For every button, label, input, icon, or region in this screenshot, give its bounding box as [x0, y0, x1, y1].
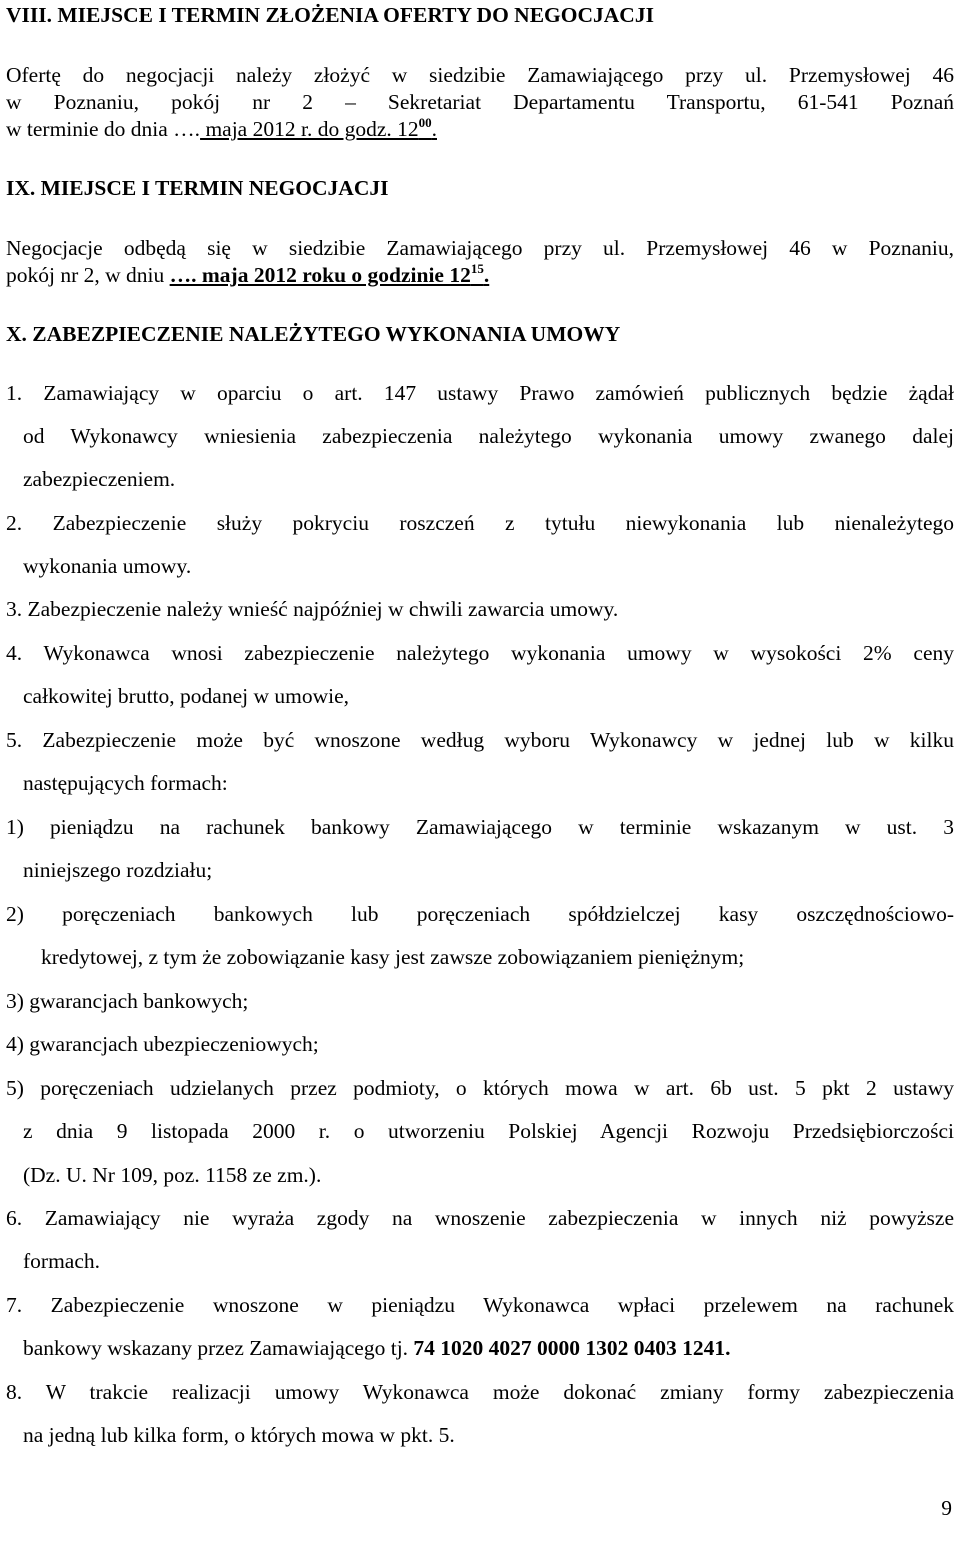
deadline-date: [200, 117, 437, 141]
page-number: 9: [941, 1496, 952, 1520]
form-1-line-1: 1) pieniądzu na rachunek bankowy Zamawiającego w terminie wskazanym w ust. 3: [6, 815, 954, 839]
deadline-period: .: [431, 117, 437, 141]
deadline-minutes: 00: [418, 115, 432, 130]
point-1-line-3: zabezpieczeniem.: [23, 467, 176, 491]
point-7-line-2: [23, 1335, 954, 1361]
point-6-line-2: formach.: [23, 1249, 101, 1273]
section-8-line-2: w Poznaniu, pokój nr 2 – Sekretariat Departamentu Transportu, 61-541 Poznań: [6, 90, 954, 114]
negotiation-period: .: [483, 263, 490, 287]
section-9-line-2: [6, 262, 954, 288]
point-4-line-2: całkowitej brutto, podanej w umowie,: [23, 684, 350, 708]
point-8-line-2: na jedną lub kilka form, o których mowa w pkt. 5.: [23, 1423, 455, 1447]
bank-account-number: 74 1020 4027 0000 1302 0403 1241.: [413, 1336, 731, 1360]
point-8-line-1: 8. W trakcie realizacji umowy Wykonawca może dokonać zmiany formy zabezpieczenia: [6, 1380, 954, 1404]
deadline-prefix: w terminie do dnia ….: [6, 117, 201, 141]
form-5-line-1: 5) poręczeniach udzielanych przez podmioty, o których mowa w art. 6b ust. 5 pkt 2 ustawy: [6, 1076, 954, 1100]
form-4-line-1: 4) gwarancjach ubezpieczeniowych;: [6, 1032, 319, 1056]
negotiation-location: pokój nr 2, w dniu: [6, 263, 170, 287]
negotiation-date: [170, 263, 490, 287]
form-2-line-2: kredytowej, z tym że zobowiązanie kasy jest zawsze zobowiązaniem pieniężnym;: [41, 945, 745, 969]
form-2-line-1: 2) poręczeniach bankowych lub poręczeniach spółdzielczej kasy oszczędnościowo-: [6, 902, 954, 926]
negotiation-date-text: …. maja 2012 roku o godzinie 12: [169, 263, 471, 287]
deadline-date-text: maja 2012 r. do godz. 12: [200, 117, 419, 141]
section-10-heading: X. ZABEZPIECZENIE NALEŻYTEGO WYKONANIA UMOWY: [6, 322, 621, 346]
form-1-line-2: niniejszego rozdziału;: [23, 858, 213, 882]
point-5-line-1: 5. Zabezpieczenie może być wnoszone według wyboru Wykonawcy w jednej lub w kilku: [6, 728, 954, 752]
section-8-line-1: Ofertę do negocjacji należy złożyć w siedzibie Zamawiającego przy ul. Przemysłowej 46: [6, 63, 954, 87]
form-3-line-1: 3) gwarancjach bankowych;: [6, 989, 249, 1013]
section-9-heading: IX. MIEJSCE I TERMIN NEGOCJACJI: [6, 176, 389, 200]
point-5-line-2: następujących formach:: [23, 771, 228, 795]
point-1-line-2: od Wykonawcy wniesienia zabezpieczenia należytego wykonania umowy zwanego dalej: [23, 424, 954, 448]
point-2-line-2: wykonania umowy.: [23, 554, 192, 578]
point-6-line-1: 6. Zamawiający nie wyraża zgody na wnoszenie zabezpieczenia w innych niż powyższe: [6, 1206, 954, 1230]
point-4-line-1: 4. Wykonawca wnosi zabezpieczenie należytego wykonania umowy w wysokości 2% ceny: [6, 641, 954, 665]
negotiation-minutes: 15: [470, 261, 484, 276]
form-5-line-3: (Dz. U. Nr 109, poz. 1158 ze zm.).: [23, 1163, 322, 1187]
point-7-line-1: 7. Zabezpieczenie wnoszone w pieniądzu Wykonawca wpłaci przelewem na rachunek: [6, 1293, 954, 1317]
section-9-line-1: Negocjacje odbędą się w siedzibie Zamawiającego przy ul. Przemysłowej 46 w Poznaniu,: [6, 236, 954, 260]
form-5-line-2: z dnia 9 listopada 2000 r. o utworzeniu Polskiej Agencji Rozwoju Przedsiębiorczości: [23, 1119, 954, 1143]
section-8-line-3: [6, 116, 954, 142]
point-2-line-1: 2. Zabezpieczenie służy pokryciu roszczeń z tytułu niewykonania lub nienależytego: [6, 511, 954, 535]
section-8-heading: VIII. MIEJSCE I TERMIN ZŁOŻENIA OFERTY DO NEGOCJACJI: [6, 3, 654, 27]
point-1-line-1: 1. Zamawiający w oparciu o art. 147 ustawy Prawo zamówień publicznych będzie żądał: [6, 381, 954, 405]
bank-account-label: bankowy wskazany przez Zamawiającego tj.: [23, 1336, 414, 1360]
point-3-line-1: 3. Zabezpieczenie należy wnieść najpóźniej w chwili zawarcia umowy.: [6, 597, 619, 621]
